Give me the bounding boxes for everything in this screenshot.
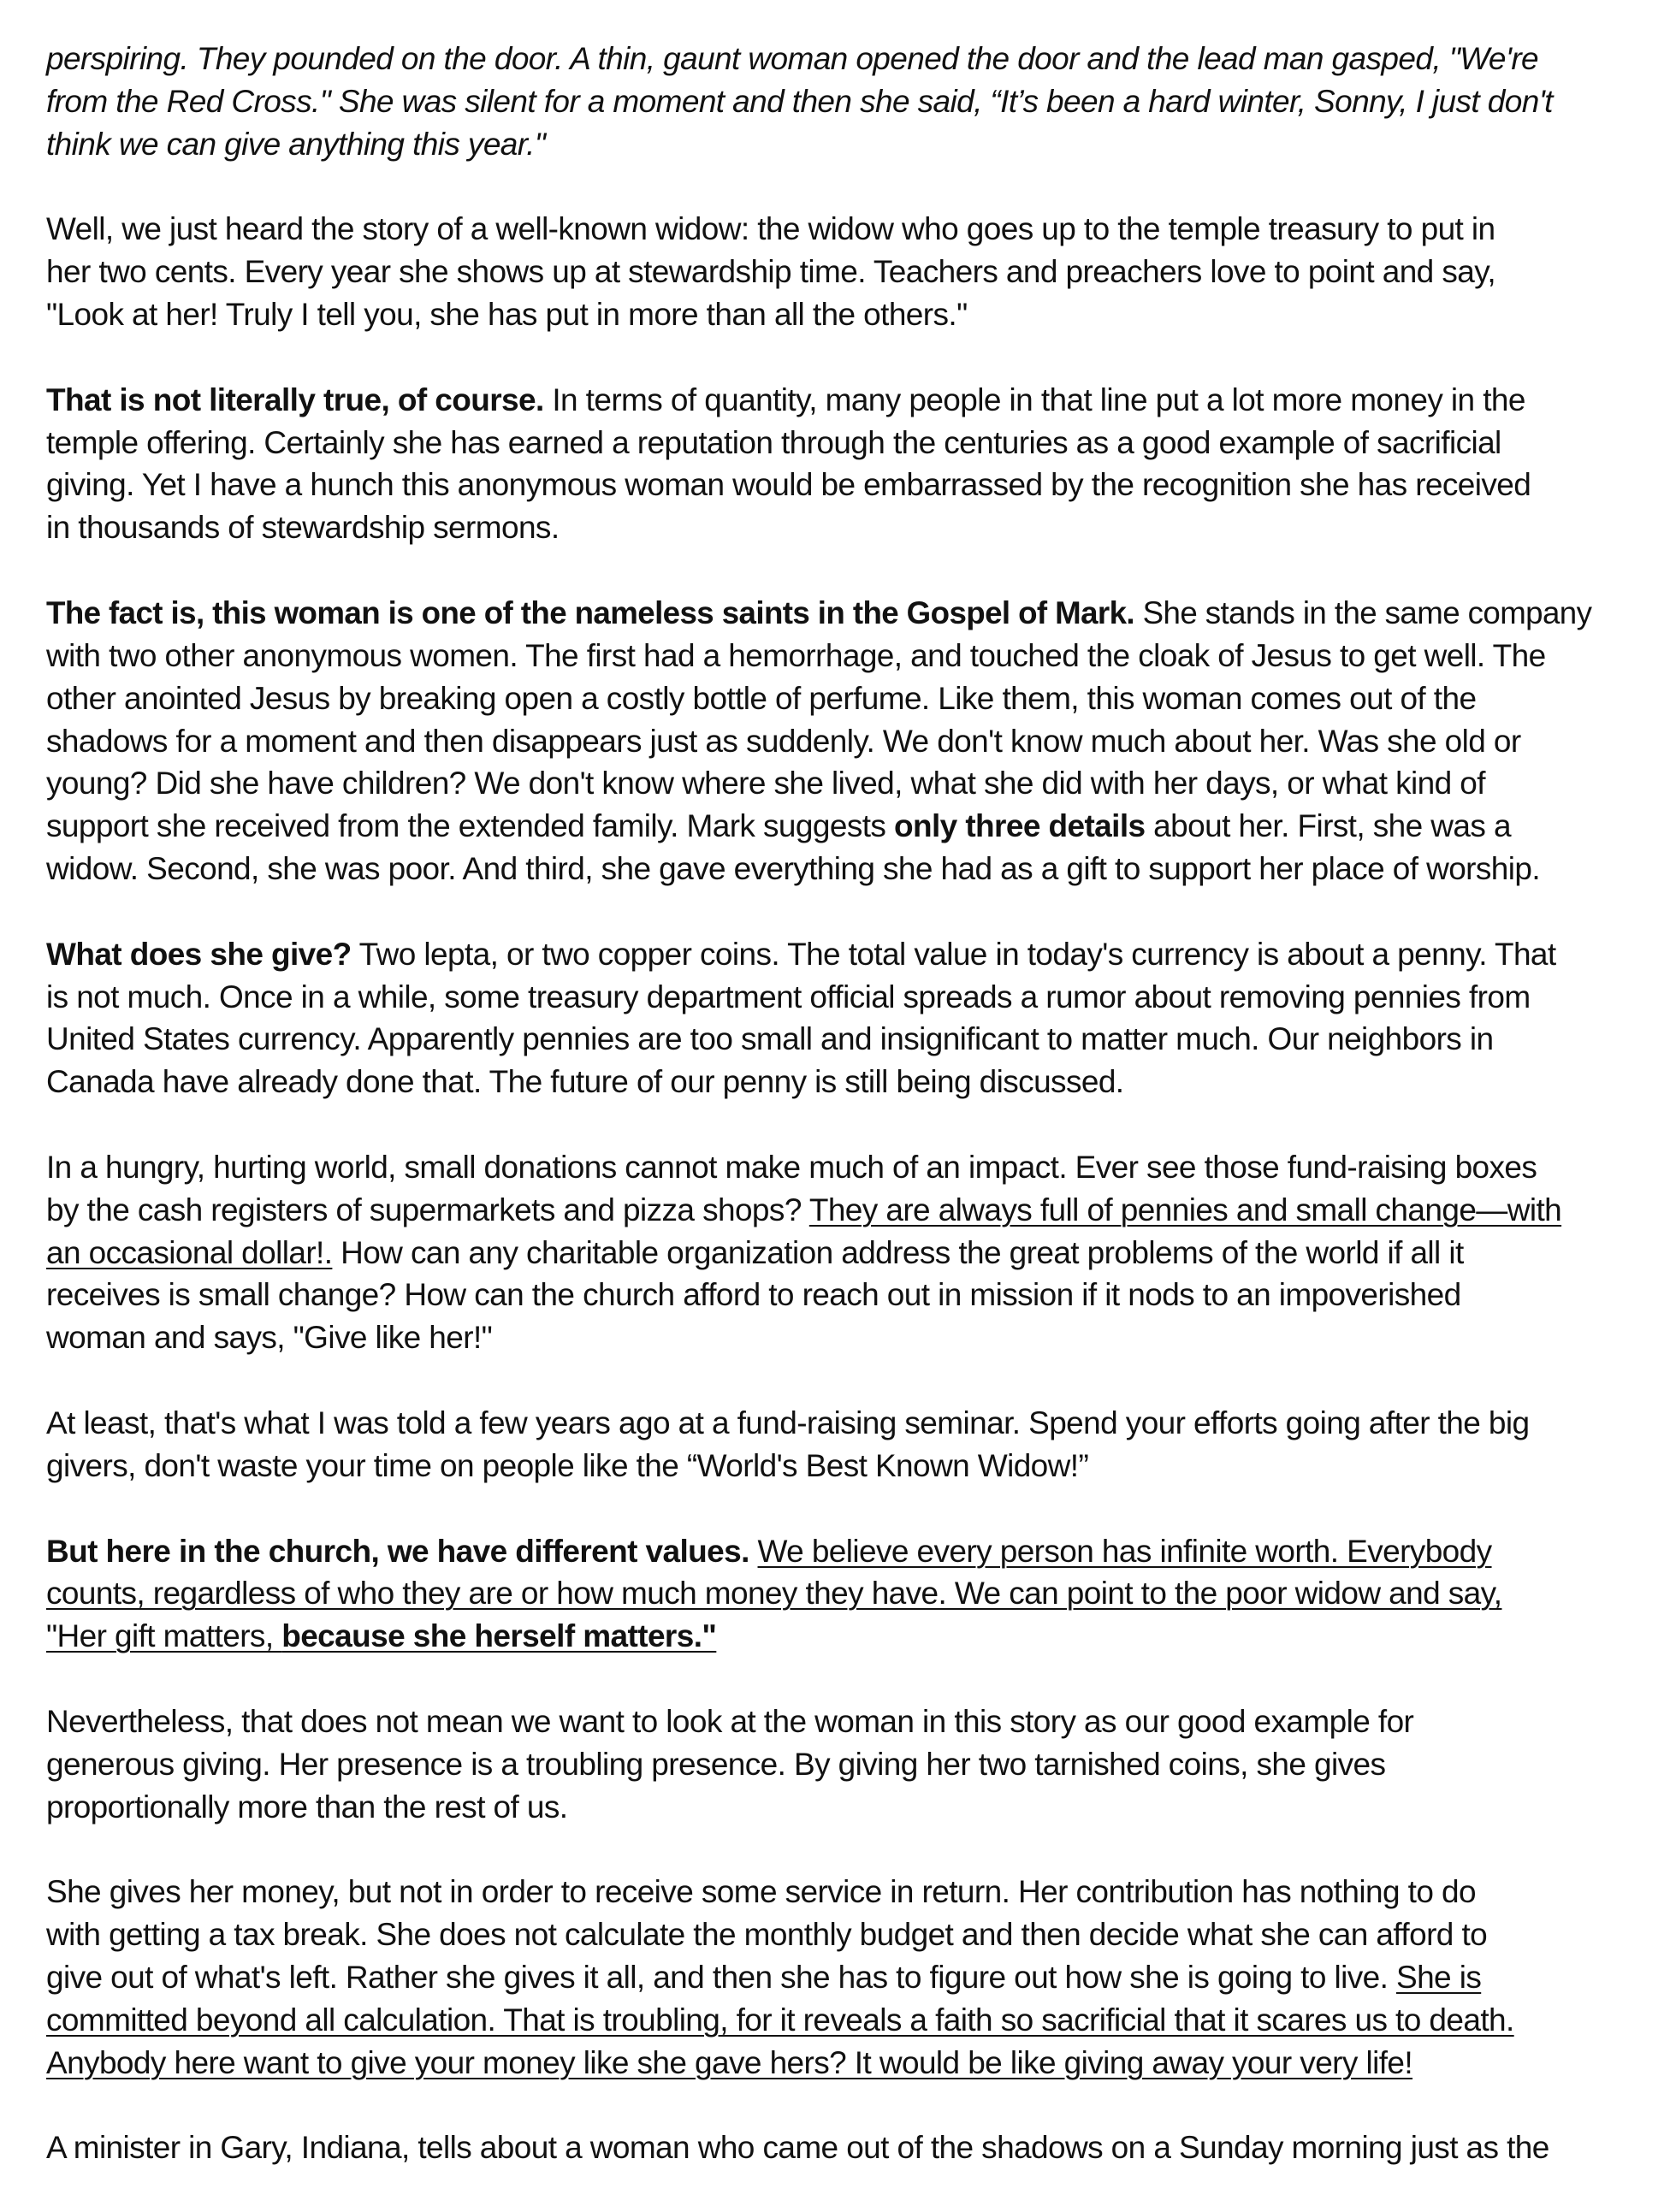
paragraph: [46, 38, 1595, 166]
text-line: [46, 293, 1595, 336]
underlined-text: She is: [1395, 1959, 1482, 1995]
text-run: Well, we just heard the story of a well-known widow: the widow who goes up to the temple treasury to put in: [46, 211, 1495, 247]
underlined-text: We believe every person has infinite worth. Everybody: [757, 1533, 1492, 1569]
text-run: young? Did she have children? We don't know where she lived, what she did with her days, or what kind of: [46, 766, 1485, 801]
text-line: [46, 1146, 1595, 1189]
text-line: [46, 1232, 1595, 1275]
text-line: [46, 1316, 1595, 1359]
text-line: [46, 1743, 1595, 1786]
underlined-text: an occasional dollar!.: [46, 1234, 333, 1270]
text-line: [46, 762, 1595, 805]
text-line: [46, 1572, 1595, 1615]
bold-underlined-text: because she herself matters.": [281, 1618, 717, 1654]
underlined-text: Anybody here want to give your money like she gave hers? It would be like giving away your very life!: [46, 2044, 1413, 2080]
text-line: [46, 2126, 1595, 2169]
text-run: giving. Yet I have a hunch this anonymous woman would be embarrassed by the recognition she has received: [46, 467, 1531, 503]
bold-text: The fact is, this woman is one of the nameless saints in the Gospel of Mark.: [46, 594, 1135, 630]
italic-text: from the Red Cross." She was silent for a moment and then she said, “It’s been a hard winter, Sonny, I just don't: [46, 83, 1553, 119]
text-run: United States currency. Apparently pennies are too small and insignificant to matter much. Our neighbors in: [46, 1021, 1494, 1057]
text-run: Two lepta, or two copper coins. The total value in today's currency is about a penny. That: [351, 936, 1556, 972]
text-run: is not much. Once in a while, some treasury department official spreads a rumor about removing pennies from: [46, 979, 1531, 1014]
text-run: give out of what's left. Rather she gives it all, and then she has to figure out how she is going to live.: [46, 1959, 1396, 1995]
text-run: with two other anonymous women. The first had a hemorrhage, and touched the cloak of Jesus to get well. The: [46, 637, 1546, 673]
text-run: with getting a tax break. She does not calculate the monthly budget and then decide what she can afford to: [46, 1917, 1488, 1953]
underlined-text: counts, regardless of who they are or how much money they have. We can point to the poor widow and say,: [46, 1576, 1502, 1612]
text-run: other anointed Jesus by breaking open a costly bottle of perfume. Like them, this woman comes out of the: [46, 680, 1477, 716]
text-line: [46, 1189, 1595, 1232]
paragraph: [46, 379, 1595, 549]
text-line: [46, 635, 1595, 677]
italic-text: perspiring. They pounded on the door. A thin, gaunt woman opened the door and the lead man gasped, "We're: [46, 41, 1539, 76]
text-run: In a hungry, hurting world, small donations cannot make much of an impact. Ever see those fund-raising boxes: [46, 1149, 1537, 1185]
underlined-text: "Her gift matters,: [46, 1618, 282, 1654]
text-run: She gives her money, but not in order to receive some service in return. Her contribution has nothing to do: [46, 1874, 1476, 1910]
text-run: her two cents. Every year she shows up at stewardship time. Teachers and preachers love to point and say,: [46, 254, 1496, 290]
text-line: [46, 1530, 1595, 1573]
text-line: [46, 1786, 1595, 1829]
underlined-text: committed beyond all calculation. That is troubling, for it reveals a faith so sacrificial that it scares us to death.: [46, 2002, 1514, 2038]
text-run: [749, 1534, 758, 1569]
text-run: shadows for a moment and then disappears just as suddenly. We don't know much about her. Was she old or: [46, 723, 1521, 759]
text-line: [46, 251, 1595, 293]
text-line: [46, 208, 1595, 251]
text-line: [46, 422, 1595, 464]
text-line: [46, 1018, 1595, 1061]
text-run: woman and says, "Give like her!": [46, 1320, 493, 1356]
text-run: proportionally more than the rest of us.: [46, 1789, 568, 1825]
bold-text: only three details: [893, 808, 1146, 844]
text-line: [46, 1999, 1595, 2042]
text-run: generous giving. Her presence is a troubling presence. By giving her two tarnished coins, she gives: [46, 1746, 1386, 1782]
text-line: [46, 379, 1595, 422]
text-line: [46, 1913, 1595, 1956]
text-run: temple offering. Certainly she has earned a reputation through the centuries as a good example of sacrificial: [46, 424, 1501, 460]
paragraph: [46, 1146, 1595, 1359]
text-run: Canada have already done that. The future of our penny is still being discussed.: [46, 1064, 1124, 1100]
text-line: [46, 805, 1595, 848]
text-line: [46, 933, 1595, 976]
text-run: How can any charitable organization address the great problems of the world if all it: [332, 1234, 1464, 1270]
text-run: receives is small change? How can the church afford to reach out in mission if it nods to an impoverished: [46, 1277, 1461, 1313]
text-line: [46, 976, 1595, 1019]
text-run: givers, don't waste your time on people like the “World's Best Known Widow!”: [46, 1447, 1089, 1483]
text-line: [46, 464, 1595, 506]
text-line: [46, 1956, 1595, 1999]
text-line: [46, 123, 1595, 166]
bold-text: That is not literally true, of course.: [46, 381, 544, 417]
text-run: She stands in the same company: [1134, 594, 1592, 630]
paragraph: [46, 208, 1595, 336]
paragraph: [46, 592, 1595, 890]
paragraph: [46, 1402, 1595, 1487]
text-line: [46, 2042, 1595, 2085]
text-run: "Look at her! Truly I tell you, she has put in more than all the others.": [46, 297, 968, 333]
paragraph: [46, 2126, 1595, 2169]
text-line: [46, 1615, 1595, 1658]
text-run: Nevertheless, that does not mean we want to look at the woman in this story as our good example for: [46, 1703, 1414, 1739]
text-line: [46, 1445, 1595, 1487]
document-body: [46, 38, 1595, 2212]
text-run: support she received from the extended family. Mark suggests: [46, 808, 894, 844]
bold-text: But here in the church, we have different values.: [46, 1533, 749, 1569]
text-line: [46, 848, 1595, 890]
text-run: by the cash registers of supermarkets and pizza shops?: [46, 1192, 809, 1227]
text-line: [46, 506, 1595, 549]
paragraph: [46, 933, 1595, 1103]
underlined-text: They are always full of pennies and small change—with: [808, 1192, 1562, 1227]
text-run: At least, that's what I was told a few years ago at a fund-raising seminar. Spend your efforts going after the big: [46, 1405, 1530, 1440]
text-run: In terms of quantity, many people in that line put a lot more money in the: [543, 381, 1525, 417]
text-line: [46, 720, 1595, 763]
bold-text: What does she give?: [46, 936, 352, 972]
text-line: [46, 1274, 1595, 1316]
text-line: [46, 592, 1592, 635]
paragraph: [46, 1871, 1595, 2084]
text-line: [46, 38, 1595, 80]
text-run: in thousands of stewardship sermons.: [46, 510, 560, 546]
paragraph: [46, 1530, 1595, 1659]
text-line: [46, 1402, 1595, 1445]
text-run: widow. Second, she was poor. And third, she gave everything she had as a gift to support her place of worship.: [46, 851, 1541, 887]
text-run: A minister in Gary, Indiana, tells about a woman who came out of the shadows on a Sunday morning just as the: [46, 2130, 1549, 2166]
text-line: [46, 677, 1595, 720]
paragraph: [46, 1700, 1595, 1829]
text-run: about her. First, she was a: [1145, 808, 1511, 844]
text-line: [46, 1700, 1595, 1743]
text-line: [46, 1871, 1595, 1913]
italic-text: think we can give anything this year.": [46, 126, 546, 162]
text-line: [46, 1061, 1595, 1103]
text-line: [46, 80, 1595, 123]
